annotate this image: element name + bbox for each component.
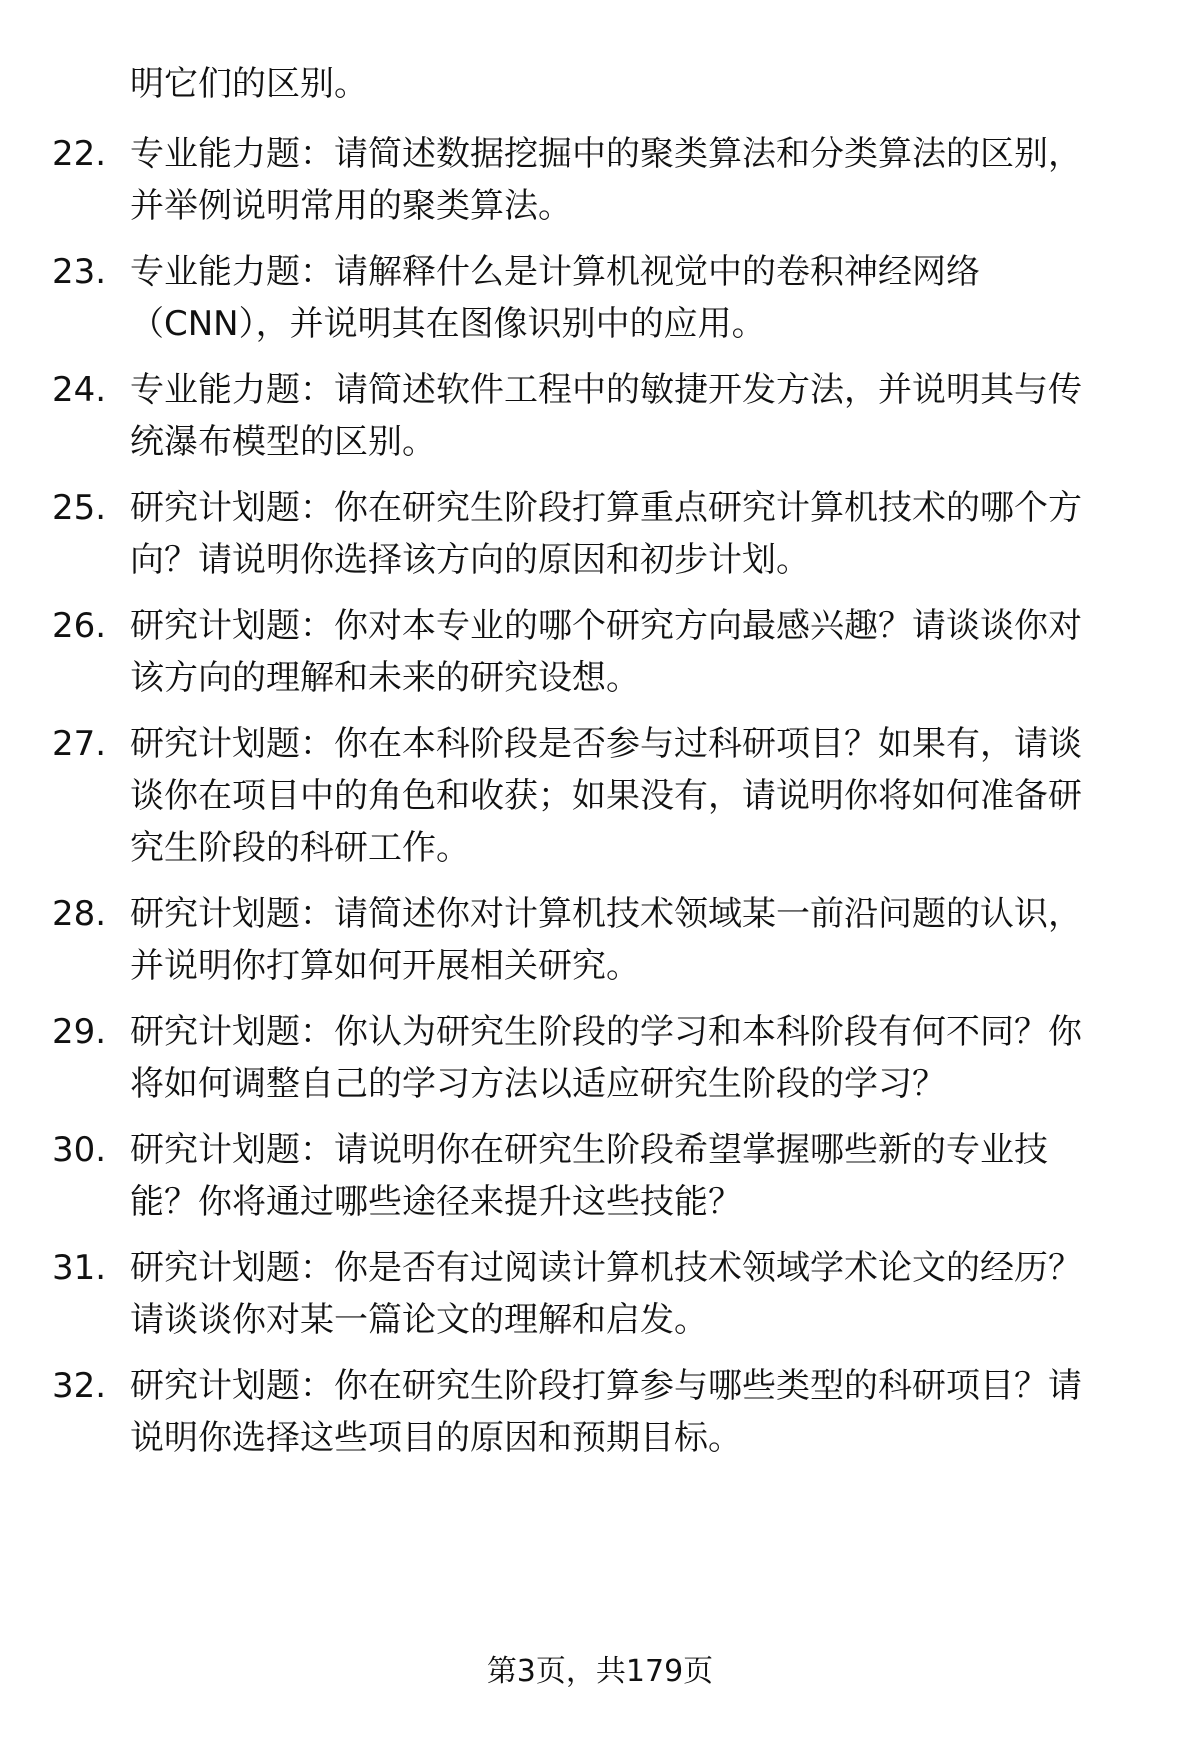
question-text [130, 718, 1140, 874]
question-text [130, 246, 1140, 350]
question-line: 能？你将通过哪些途径来提升这些技能？ [130, 1182, 742, 1222]
question-number: 31. [52, 1248, 107, 1288]
question-line: 研究计划题：你认为研究生阶段的学习和本科阶段有何不同？你 [130, 1012, 1082, 1052]
question-number: 24. [52, 370, 107, 410]
question-line: 说明你选择这些项目的原因和预期目标。 [130, 1418, 742, 1458]
question-line: 研究计划题：你对本专业的哪个研究方向最感兴趣？请谈谈你对 [130, 606, 1082, 646]
question-line: 该方向的理解和未来的研究设想。 [130, 658, 640, 698]
question-number: 22. [52, 134, 107, 174]
question-text [130, 1124, 1140, 1228]
question-text [130, 482, 1140, 586]
question-text [130, 364, 1140, 468]
question-number: 29. [52, 1012, 107, 1052]
question-text [130, 600, 1140, 704]
question-line: 谈你在项目中的角色和收获；如果没有，请说明你将如何准备研 [130, 776, 1082, 816]
question-text [130, 1242, 1140, 1346]
question-text [130, 888, 1140, 992]
question-line: 专业能力题：请解释什么是计算机视觉中的卷积神经网络 [130, 252, 980, 292]
question-line: 研究计划题：请说明你在研究生阶段希望掌握哪些新的专业技 [130, 1130, 1048, 1170]
question-line: 请谈谈你对某一篇论文的理解和启发。 [130, 1300, 708, 1340]
question-line: 研究计划题：你是否有过阅读计算机技术领域学术论文的经历？ [130, 1248, 1082, 1288]
page-footer: 第3页，共179页 [486, 1654, 714, 1689]
question-line: 研究计划题：你在研究生阶段打算参与哪些类型的科研项目？请 [130, 1366, 1082, 1406]
question-line: 究生阶段的科研工作。 [130, 828, 470, 868]
question-number: 26. [52, 606, 107, 646]
question-text [130, 1360, 1140, 1464]
question-number: 23. [52, 252, 107, 292]
question-number: 25. [52, 488, 107, 528]
question-line: 研究计划题：你在研究生阶段打算重点研究计算机技术的哪个方 [130, 488, 1082, 528]
question-number: 30. [52, 1130, 107, 1170]
continued-question-text: 明它们的区别。 [130, 64, 368, 104]
question-number: 27. [52, 724, 107, 764]
question-line: 向？请说明你选择该方向的原因和初步计划。 [130, 540, 810, 580]
question-line: 研究计划题：请简述你对计算机技术领域某一前沿问题的认识， [130, 894, 1082, 934]
question-text [130, 1006, 1140, 1110]
question-line: （CNN），并说明其在图像识别中的应用。 [130, 304, 766, 344]
question-line: 专业能力题：请简述数据挖掘中的聚类算法和分类算法的区别， [130, 134, 1082, 174]
question-number: 32. [52, 1366, 107, 1406]
question-line: 统瀑布模型的区别。 [130, 422, 436, 462]
question-line: 专业能力题：请简述软件工程中的敏捷开发方法，并说明其与传 [130, 370, 1082, 410]
question-text [130, 128, 1140, 232]
question-line: 并说明你打算如何开展相关研究。 [130, 946, 640, 986]
question-line: 研究计划题：你在本科阶段是否参与过科研项目？如果有，请谈 [130, 724, 1082, 764]
question-number: 28. [52, 894, 107, 934]
question-line: 将如何调整自己的学习方法以适应研究生阶段的学习？ [130, 1064, 946, 1104]
question-line: 并举例说明常用的聚类算法。 [130, 186, 572, 226]
